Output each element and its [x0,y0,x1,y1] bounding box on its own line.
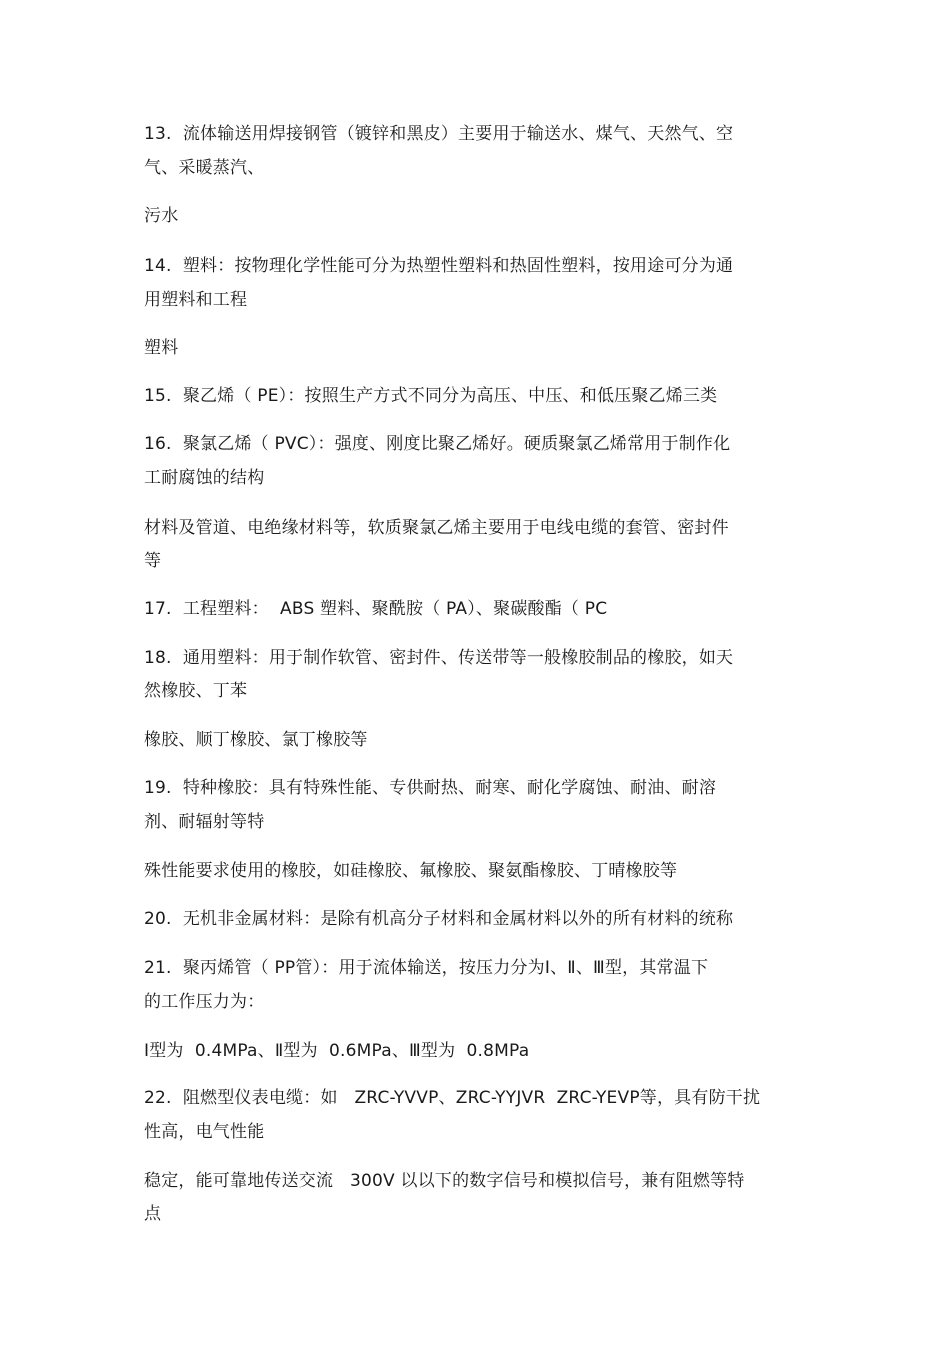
text-line: 的工作压力为： [144,992,265,1012]
text-line: 污水 [144,206,179,226]
text-line: 13. 流体输送用焊接钢管（镀锌和黑皮）主要用于输送水、煤气、天然气、空 [144,124,734,144]
text-line: 然橡胶、丁苯 [144,681,248,701]
text-line: 橡胶、顺丁橡胶、氯丁橡胶等 [144,730,368,750]
text-line: 16. 聚氯乙烯（ PVC）：强度、刚度比聚乙烯好。硬质聚氯乙烯常用于制作化 [144,434,731,454]
text-line: Ⅰ型为 0.4MPa、Ⅱ型为 0.6MPa、Ⅲ型为 0.8MPa [144,1041,530,1061]
text-line: 19. 特种橡胶：具有特殊性能、专供耐热、耐寒、耐化学腐蚀、耐油、耐溶 [144,778,717,798]
text-line: 点 [144,1204,162,1224]
text-line: 22. 阻燃型仪表电缆：如 ZRC-YVVP、ZRC-YYJVR ZRC-YEVP等，具有防干扰 [144,1088,761,1108]
text-line: 15. 聚乙烯（ PE）：按照生产方式不同分为高压、中压、和低压聚乙烯三类 [144,386,718,406]
text-line: 性高，电气性能 [144,1122,265,1142]
text-line: 17. 工程塑料： ABS 塑料、聚酰胺（ PA）、聚碳酸酯（ PC [144,599,608,619]
text-line: 材料及管道、电绝缘材料等，软质聚氯乙烯主要用于电线电缆的套管、密封件 [144,518,729,538]
text-line: 剂、耐辐射等特 [144,812,265,832]
text-line: 21. 聚丙烯管（ PP管）：用于流体输送，按压力分为Ⅰ、Ⅱ、Ⅲ型，其常温下 [144,958,709,978]
text-line: 殊性能要求使用的橡胶，如硅橡胶、氟橡胶、聚氨酯橡胶、丁晴橡胶等 [144,861,678,881]
text-line: 20. 无机非金属材料：是除有机高分子材料和金属材料以外的所有材料的统称 [144,909,734,929]
text-line: 18. 通用塑料：用于制作软管、密封件、传送带等一般橡胶制品的橡胶，如天 [144,648,734,668]
text-line: 14. 塑料：按物理化学性能可分为热塑性塑料和热固性塑料，按用途可分为通 [144,256,734,276]
text-line: 工耐腐蚀的结构 [144,468,265,488]
text-line: 稳定，能可靠地传送交流 300V 以以下的数字信号和模拟信号，兼有阻燃等特 [144,1171,745,1191]
text-line: 等 [144,551,162,571]
text-line: 气、采暖蒸汽、 [144,158,265,178]
text-line: 塑料 [144,338,179,358]
text-line: 用塑料和工程 [144,290,248,310]
